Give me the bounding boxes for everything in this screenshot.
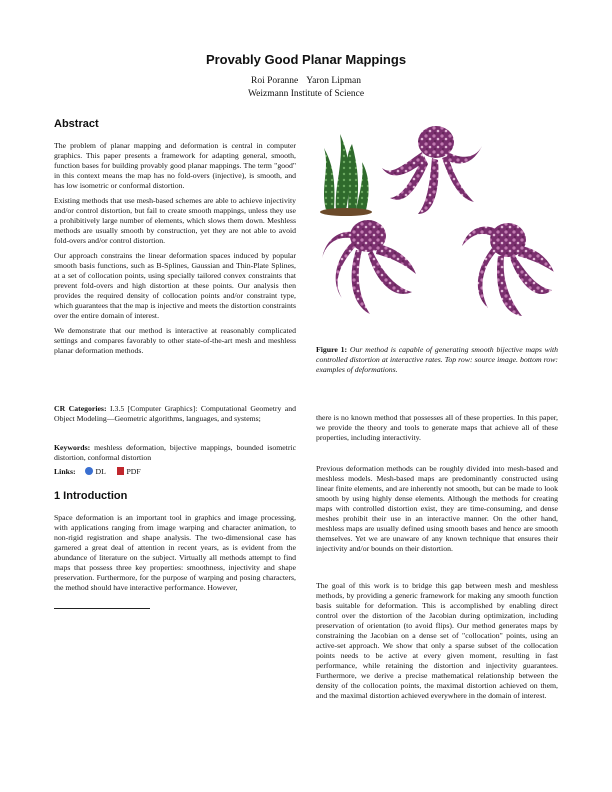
abstract-paragraph: We demonstrate that our method is interactive at reasonably complicated settings and compares favorably to other state-of-the-art mesh and meshless planar deformation methods. — [54, 326, 296, 355]
author-name: Roi Poranne — [251, 76, 299, 86]
intro-continued-1 — [316, 413, 558, 448]
affiliation: Weizmann Institute of Science — [247, 89, 365, 99]
intro-continued-3 — [316, 581, 558, 706]
abstract-body — [54, 141, 296, 361]
links-row — [54, 467, 141, 476]
keywords — [54, 443, 296, 463]
dl-link[interactable]: DL — [95, 467, 106, 476]
keywords-text: meshless deformation, bijective mappings, bounded isometric distortion, conformal distortion — [54, 443, 297, 462]
body-paragraph: Previous deformation methods can be roughly divided into mesh-based and meshless models. Mesh-based maps are predominantly constructed using linear finite elements, and are inherently not smooth, but can be made to look smooth by using highly dense elements. Although the methods for creating maps with controlled distortion exist, they are time-consuming, and dense meshes prohibit their use in an interactive manner. On the other hand, meshless maps are usually defined using smooth bases and hence are smooth themselves. Yet we are unaware of any known technique that ensures their injectivity and/or bounds on their distortion. — [316, 464, 558, 553]
intro-heading: 1 Introduction — [54, 490, 128, 502]
caption-text: Our method is capable of generating smooth bijective maps with controlled distortion at interactive rates. Top row: source image. bottom row: examples of deformations. — [316, 345, 558, 374]
acm-dl-icon[interactable] — [85, 467, 93, 475]
keywords-label: Keywords: — [54, 443, 91, 452]
octopus-deformed-right — [462, 223, 554, 316]
abstract-heading: Abstract — [54, 118, 99, 130]
pdf-icon[interactable] — [117, 467, 124, 475]
cr-text: I.3.5 [Computer Graphics]: Computational Geometry and Object Modeling—Geometric algorithms, languages, and systems; — [54, 404, 296, 423]
author-list — [0, 76, 612, 86]
abstract-paragraph: Our approach constrains the linear deformation spaces induced by popular smooth basis functions, such as B-Splines, Gaussian and Thin-Plate Splines, at a set of collocation points, using specially tailored convex constraints that prevent fold-overs and high distortion at these points. Our analysis then provides the required density of collocation points and/or constraint type, which guarantees that the map is injective and meets the distortion constraints over the entire domain of interest. — [54, 251, 296, 320]
links-label: Links: — [54, 467, 76, 476]
octopus-source — [382, 126, 482, 214]
cr-label: CR Categories: — [54, 404, 107, 413]
intro-body — [54, 513, 296, 598]
intro-paragraph: Space deformation is an important tool in graphics and image processing, with applications ranging from image warping and character animation, to non-rigid registration and shape analysis. The two-dimensional case has garnered a great deal of attention in recent years, as is evident from the abundance of literature on the subject. Virtually all methods attempt to find maps that possess three key properties: smoothness, injectivity and shape preservation. Furthermore, for the purpose of warping and posing characters, the method should have interactive performance. However, — [54, 513, 296, 592]
paper-title: Provably Good Planar Mappings — [205, 52, 407, 67]
author-name: Yaron Lipman — [306, 76, 361, 86]
seaweed-shape — [320, 134, 372, 216]
abstract-paragraph: The problem of planar mapping and deformation is central in computer graphics. This paper presents a framework for adapting general, smooth, function bases for building provably good planar mappings. The term "good" in this context means the map has no fold-overs (injective), is smooth, and has low isometric or conformal distortion. — [54, 141, 296, 190]
octopus-deformed-left — [322, 220, 416, 314]
figure-1-caption — [316, 345, 558, 375]
caption-label: Figure 1: — [316, 345, 348, 354]
figure-1-image — [312, 118, 560, 338]
abstract-paragraph: Existing methods that use mesh-based schemes are able to achieve injectivity and/or control distortion, but fail to create smooth mappings, unless they use a prohibitively large number of elements, which slows them down. Meshless methods are usually smooth by construction, yet they are not able to avoid fold-overs and/or control distortion. — [54, 196, 296, 245]
intro-continued-2 — [316, 464, 558, 559]
body-paragraph: there is no known method that possesses all of these properties. In this paper, we provide the theory and tools to generate maps that achieve all of these properties, including interactivity. — [316, 413, 558, 442]
footnote-rule — [54, 608, 150, 609]
pdf-link[interactable]: PDF — [126, 467, 141, 476]
cr-categories — [54, 404, 296, 424]
body-paragraph: The goal of this work is to bridge this gap between mesh and meshless methods, by providing a generic framework for making any smooth function basis suitable for deformation. This is accomplished by enabling direct control over the distortion of the Jacobian during optimization, including preservation of orientation (to avoid flips). Our method generates maps by constraining the Jacobian on a dense set of "collocation" points, using an active-set approach. We show that only a sparse subset of the collocation points needs to be active at every given moment, resulting in fast performance, while retaining the distortion and injectivity guarantees. Furthermore, we derive a precise mathematical relationship between the density of the collocation points, the maximal distortion achieved on them, and the maximal distortion achieved everywhere in the domain of interest. — [316, 581, 558, 700]
